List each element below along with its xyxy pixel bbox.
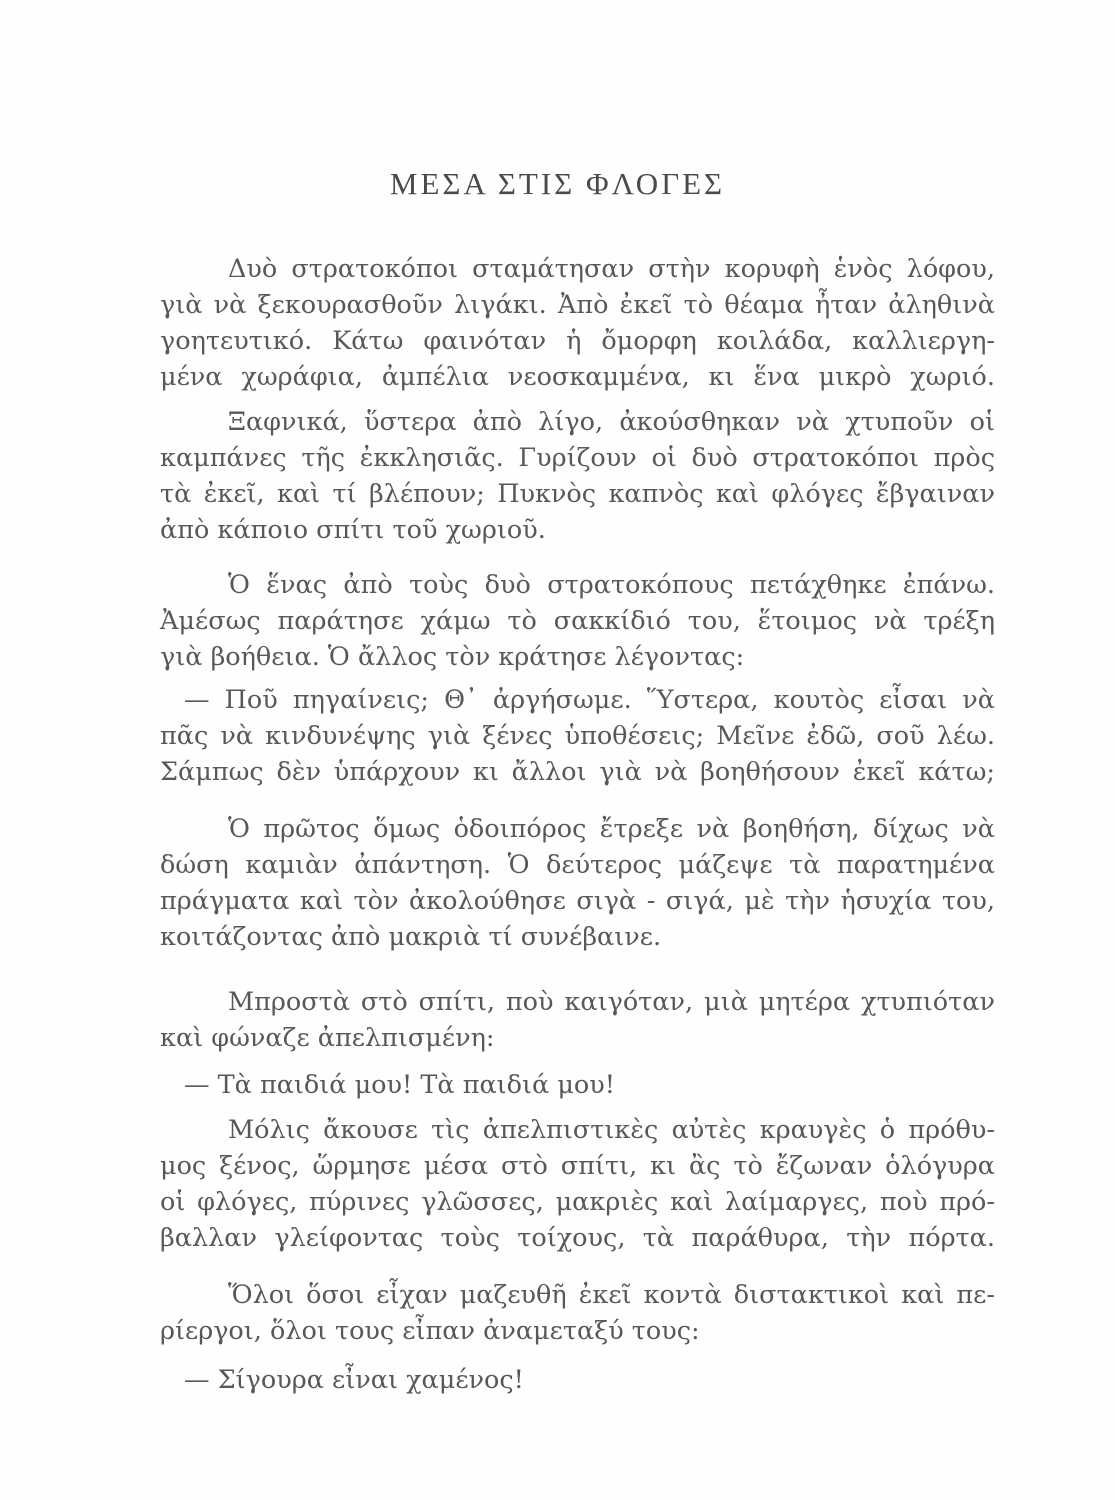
page-title: ΜΕΣΑ ΣΤΙΣ ΦΛΟΓΕΣ bbox=[389, 166, 726, 201]
text-line: τὰ ἐκεῖ, καὶ τί βλέπουν; Πυκνὸς καπνὸς καὶ φλόγες ἔβγαιναν bbox=[160, 479, 995, 509]
text-line: γοητευτικό. Κάτω φαινόταν ἡ ὄμορφη κοιλάδα, καλλιεργη- bbox=[160, 326, 995, 356]
text-line: καμπάνες τῆς ἐκκλησιᾶς. Γυρίζουν οἱ δυὸ στρατοκόποι πρὸς bbox=[160, 443, 995, 473]
text-line: μος ξένος, ὥρμησε μέσα στὸ σπίτι, κι ἂς τὸ ἔζωναν ὁλόγυρα bbox=[160, 1151, 995, 1181]
text-line: γιὰ νὰ ξεκουρασθοῦν λιγάκι. Ἀπὸ ἐκεῖ τὸ θέαμα ἦταν ἀληθινὰ bbox=[160, 290, 995, 320]
text-line: Ξαφνικά, ὕστερα ἀπὸ λίγο, ἀκούσθηκαν νὰ χτυποῦν οἱ bbox=[228, 407, 995, 437]
text-line: οἱ φλόγες, πύρινες γλῶσσες, μακριὲς καὶ λαίμαργες, ποὺ πρό- bbox=[160, 1187, 995, 1217]
text-line: γιὰ βοήθεια. Ὁ ἄλλος τὸν κράτησε λέγοντας: bbox=[160, 642, 745, 672]
text-line: — Τὰ παιδιά μου! Τὰ παιδιά μου! bbox=[184, 1070, 616, 1100]
text-line: κοιτάζοντας ἀπὸ μακριὰ τί συνέβαινε. bbox=[160, 922, 662, 952]
text-line: Δυὸ στρατοκόποι σταμάτησαν στὴν κορυφὴ ἑνὸς λόφου, bbox=[228, 254, 995, 284]
text-line: Ὁ πρῶτος ὅμως ὁδοιπόρος ἔτρεξε νὰ βοηθήση, δίχως νὰ bbox=[228, 814, 995, 844]
text-line: Μόλις ἄκουσε τὶς ἀπελπιστικὲς αὐτὲς κραυγὲς ὁ πρόθυ- bbox=[228, 1115, 995, 1145]
text-line: πᾶς νὰ κινδυνέψης γιὰ ξένες ὑποθέσεις; Μεῖνε ἐδῶ, σοῦ λέω. bbox=[160, 721, 995, 751]
text-line: ρίεργοι, ὅλοι τους εἶπαν ἀναμεταξύ τους: bbox=[160, 1316, 700, 1346]
text-line: Ἀμέσως παράτησε χάμω τὸ σακκίδιό του, ἕτοιμος νὰ τρέξη bbox=[160, 606, 995, 636]
text-line: πράγματα καὶ τὸν ἀκολούθησε σιγὰ - σιγά, μὲ τὴν ἡσυχία του, bbox=[160, 886, 995, 916]
text-line: δώση καμιὰν ἀπάντηση. Ὁ δεύτερος μάζεψε τὰ παρατημένα bbox=[160, 850, 995, 880]
text-line: — Σίγουρα εἶναι χαμένος! bbox=[184, 1365, 524, 1395]
text-line: βαλλαν γλείφοντας τοὺς τοίχους, τὰ παράθυρα, τὴν πόρτα. bbox=[160, 1223, 995, 1253]
text-line: Μπροστὰ στὸ σπίτι, ποὺ καιγόταν, μιὰ μητέρα χτυπιόταν bbox=[228, 987, 995, 1017]
text-line: Σάμπως δὲν ὑπάρχουν κι ἄλλοι γιὰ νὰ βοηθήσουν ἐκεῖ κάτω; bbox=[160, 757, 995, 787]
text-line: καὶ φώναζε ἀπελπισμένη: bbox=[160, 1023, 495, 1053]
text-line: Ὅλοι ὅσοι εἶχαν μαζευθῆ ἐκεῖ κοντὰ διστακτικοὶ καὶ πε- bbox=[228, 1280, 995, 1310]
text-line: — Ποῦ πηγαίνεις; Θ᾿ ἀργήσωμε. Ὕστερα, κουτὸς εἶσαι νὰ bbox=[184, 685, 995, 715]
text-line: Ὁ ἕνας ἀπὸ τοὺς δυὸ στρατοκόπους πετάχθηκε ἐπάνω. bbox=[228, 570, 995, 600]
text-line: ἀπὸ κάποιο σπίτι τοῦ χωριοῦ. bbox=[160, 515, 546, 545]
text-line: μένα χωράφια, ἀμπέλια νεοσκαμμένα, κι ἕνα μικρὸ χωριό. bbox=[160, 362, 995, 392]
